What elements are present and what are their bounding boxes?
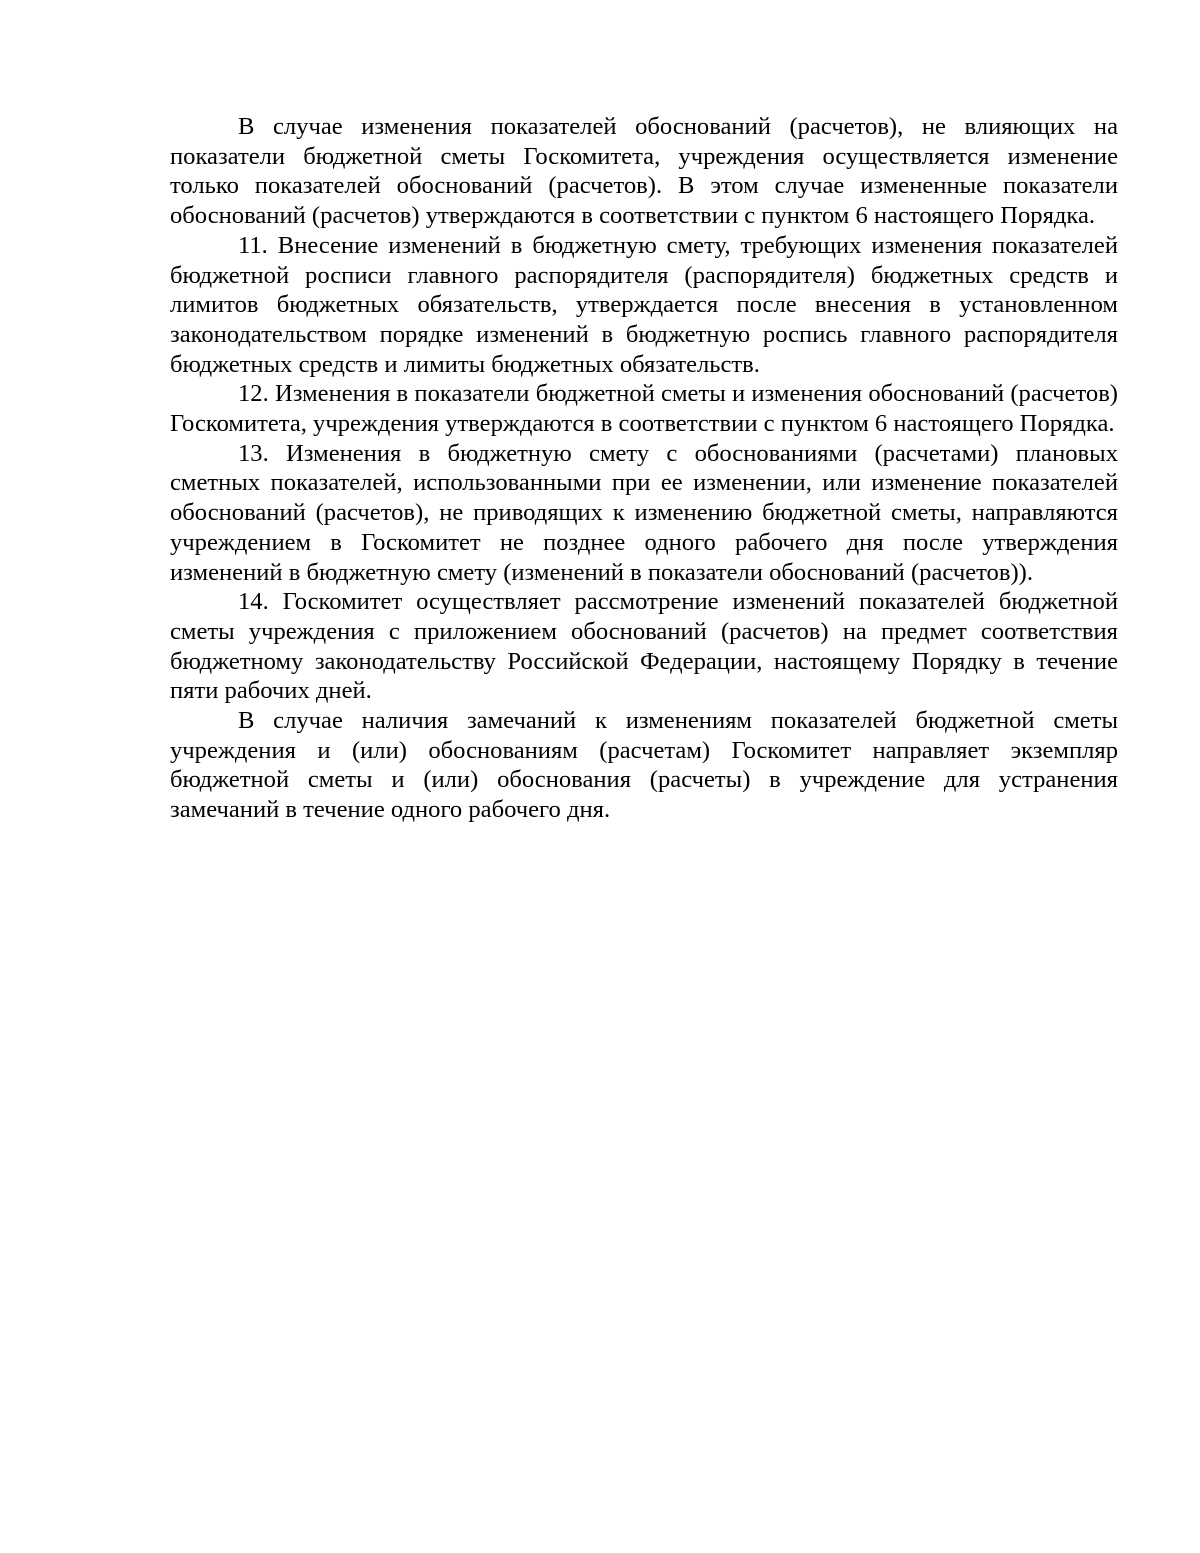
paragraph-14: 14. Госкомитет осуществляет рассмотрение изменений показателей бюджетной сметы учреждения с приложением обоснований (расчетов) на предмет соответствия бюджетному законодательству Российской Федерации, настоящему Порядку в течение пяти рабочих дней.: [170, 588, 1118, 705]
document-body: [170, 112, 1118, 825]
paragraph-13: 13. Изменения в бюджетную смету с обоснованиями (расчетами) плановых сметных показателей, использованными при ее изменении, или изменение показателей обоснований (расчетов), не приводящих к изменению бюджетной сметы, направляются учреждением в Госкомитет не позднее одного рабочего дня после утверждения изменений в бюджетную смету (изменений в показатели обоснований (расчетов)).: [170, 439, 1118, 586]
paragraph-11: 11. Внесение изменений в бюджетную смету, требующих изменения показателей бюджетной росписи главного распорядителя (распорядителя) бюджетных средств и лимитов бюджетных обязательств, утверждается после внесения в установленном законодательством порядке изменений в бюджетную роспись главного распорядителя бюджетных средств и лимиты бюджетных обязательств.: [170, 231, 1118, 378]
paragraph-changes-justification: В случае изменения показателей обоснований (расчетов), не влияющих на показатели бюджетной сметы Госкомитета, учреждения осуществляется изменение только показателей обоснований (расчетов). В этом случае измененные показатели обоснований (расчетов) утверждаются в соответствии с пунктом 6 настоящего Порядка.: [170, 113, 1118, 230]
paragraph-12: 12. Изменения в показатели бюджетной сметы и изменения обоснований (расчетов) Госкомитета, учреждения утверждаются в соответствии с пунктом 6 настоящего Порядка.: [170, 380, 1118, 438]
paragraph-remarks: В случае наличия замечаний к изменениям показателей бюджетной сметы учреждения и (или) обоснованиям (расчетам) Госкомитет направляет экземпляр бюджетной сметы и (или) обоснования (расчеты) в учреждение для устранения замечаний в течение одного рабочего дня.: [170, 707, 1118, 824]
